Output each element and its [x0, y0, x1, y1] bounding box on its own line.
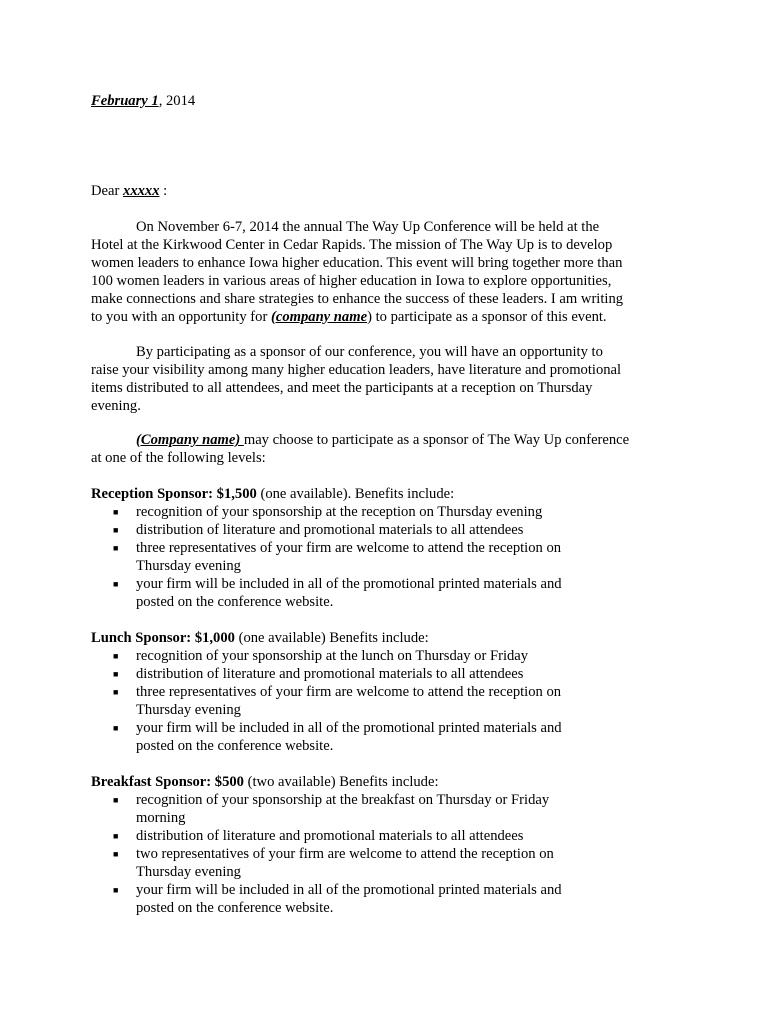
square-bullet-icon: ■: [113, 723, 119, 733]
intro-text-a: On November 6-7, 2014 the annual The Way Up Conference will be held at the Hotel at the Kirkwood Center in Cedar Rapids. The mission of The Way Up is to develop women leaders to enhance Iowa higher education. This event will bring together more than 100 women leaders in various areas of higher education in Iowa to explore opportunities, make connections and share strategies to enhance the success of these leaders. I am writing to you with an opportunity for: [91, 219, 624, 325]
letter-date: [91, 92, 631, 110]
benefit-list: [91, 503, 631, 611]
sponsor-level-name: Breakfast Sponsor: $500: [91, 774, 244, 790]
sponsor-level-name: Reception Sponsor: $1,500: [91, 486, 257, 502]
benefit-text: distribution of literature and promotional materials to all attendees: [136, 522, 524, 538]
benefit-item: [91, 827, 586, 845]
salutation-suffix: :: [159, 183, 168, 199]
levels-intro-paragraph: [91, 431, 631, 467]
benefit-text: three representatives of your firm are welcome to attend the reception on Thursday evening: [136, 540, 562, 574]
square-bullet-icon: ■: [113, 579, 119, 589]
square-bullet-icon: ■: [113, 687, 119, 697]
benefit-text: recognition of your sponsorship at the reception on Thursday evening: [136, 504, 543, 520]
benefit-item: [91, 539, 586, 575]
intro-paragraph: [91, 218, 631, 326]
salutation-prefix: Dear: [91, 183, 124, 199]
benefit-text: three representatives of your firm are welcome to attend the reception on Thursday evening: [136, 684, 562, 718]
benefit-item: [91, 575, 586, 611]
benefit-item: [91, 719, 586, 755]
sponsor-level-breakfast: [91, 773, 631, 917]
square-bullet-icon: ■: [113, 543, 119, 553]
sponsor-level-reception: [91, 485, 631, 611]
levels-company-placeholder: (Company name): [136, 432, 244, 448]
benefit-item: [91, 665, 586, 683]
square-bullet-icon: ■: [113, 669, 119, 679]
sponsor-level-detail: (one available) Benefits include:: [234, 630, 429, 646]
benefit-item: [91, 845, 586, 881]
square-bullet-icon: ■: [113, 795, 119, 805]
sponsor-level-title: [91, 485, 631, 503]
benefit-text: two representatives of your firm are welcome to attend the reception on Thursday evening: [136, 846, 554, 880]
sponsor-level-title: [91, 629, 631, 647]
square-bullet-icon: ■: [113, 885, 119, 895]
square-bullet-icon: ■: [113, 507, 119, 517]
sponsor-level-name: Lunch Sponsor: $1,000: [91, 630, 235, 646]
letter-page: [91, 92, 631, 917]
benefit-item: [91, 521, 586, 539]
sponsor-levels: [91, 485, 631, 917]
benefit-text: recognition of your sponsorship at the breakfast on Thursday or Friday morning: [136, 792, 550, 826]
intro-text-b: ) to participate as a sponsor of this event.: [367, 309, 607, 325]
square-bullet-icon: ■: [113, 831, 119, 841]
square-bullet-icon: ■: [113, 651, 119, 661]
square-bullet-icon: ■: [113, 525, 119, 535]
benefit-text: distribution of literature and promotional materials to all attendees: [136, 828, 524, 844]
sponsor-level-detail: (one available). Benefits include:: [256, 486, 455, 502]
intro-company-placeholder: (company name: [270, 309, 368, 325]
date-month-day: February 1: [91, 93, 159, 109]
benefit-item: [91, 647, 586, 665]
benefit-list: [91, 791, 631, 917]
benefit-item: [91, 791, 586, 827]
date-year: , 2014: [158, 93, 196, 109]
benefit-item: [91, 503, 586, 521]
benefit-list: [91, 647, 631, 755]
benefit-text: recognition of your sponsorship at the lunch on Thursday or Friday: [136, 648, 529, 664]
salutation: [91, 182, 631, 200]
benefits-paragraph: By participating as a sponsor of our conference, you will have an opportunity to raise your visibility among many higher education leaders, have literature and promotional items distributed to all attendees, and meet the participants at a reception on Thursday evening.: [91, 344, 622, 414]
benefit-text: your firm will be included in all of the promotional printed materials and posted on the conference website.: [136, 576, 562, 610]
sponsor-level-detail: (two available) Benefits include:: [243, 774, 439, 790]
benefit-text: distribution of literature and promotional materials to all attendees: [136, 666, 524, 682]
benefit-item: [91, 683, 586, 719]
sponsor-level-title: [91, 773, 631, 791]
levels-intro-text: may choose to participate as a sponsor of The Way Up conference at one of the following levels:: [91, 432, 630, 466]
benefit-text: your firm will be included in all of the promotional printed materials and posted on the conference website.: [136, 720, 562, 754]
benefit-item: [91, 881, 586, 917]
square-bullet-icon: ■: [113, 849, 119, 859]
salutation-name: xxxxx: [123, 183, 160, 199]
benefit-text: your firm will be included in all of the promotional printed materials and posted on the conference website.: [136, 882, 562, 916]
sponsor-level-lunch: [91, 629, 631, 755]
